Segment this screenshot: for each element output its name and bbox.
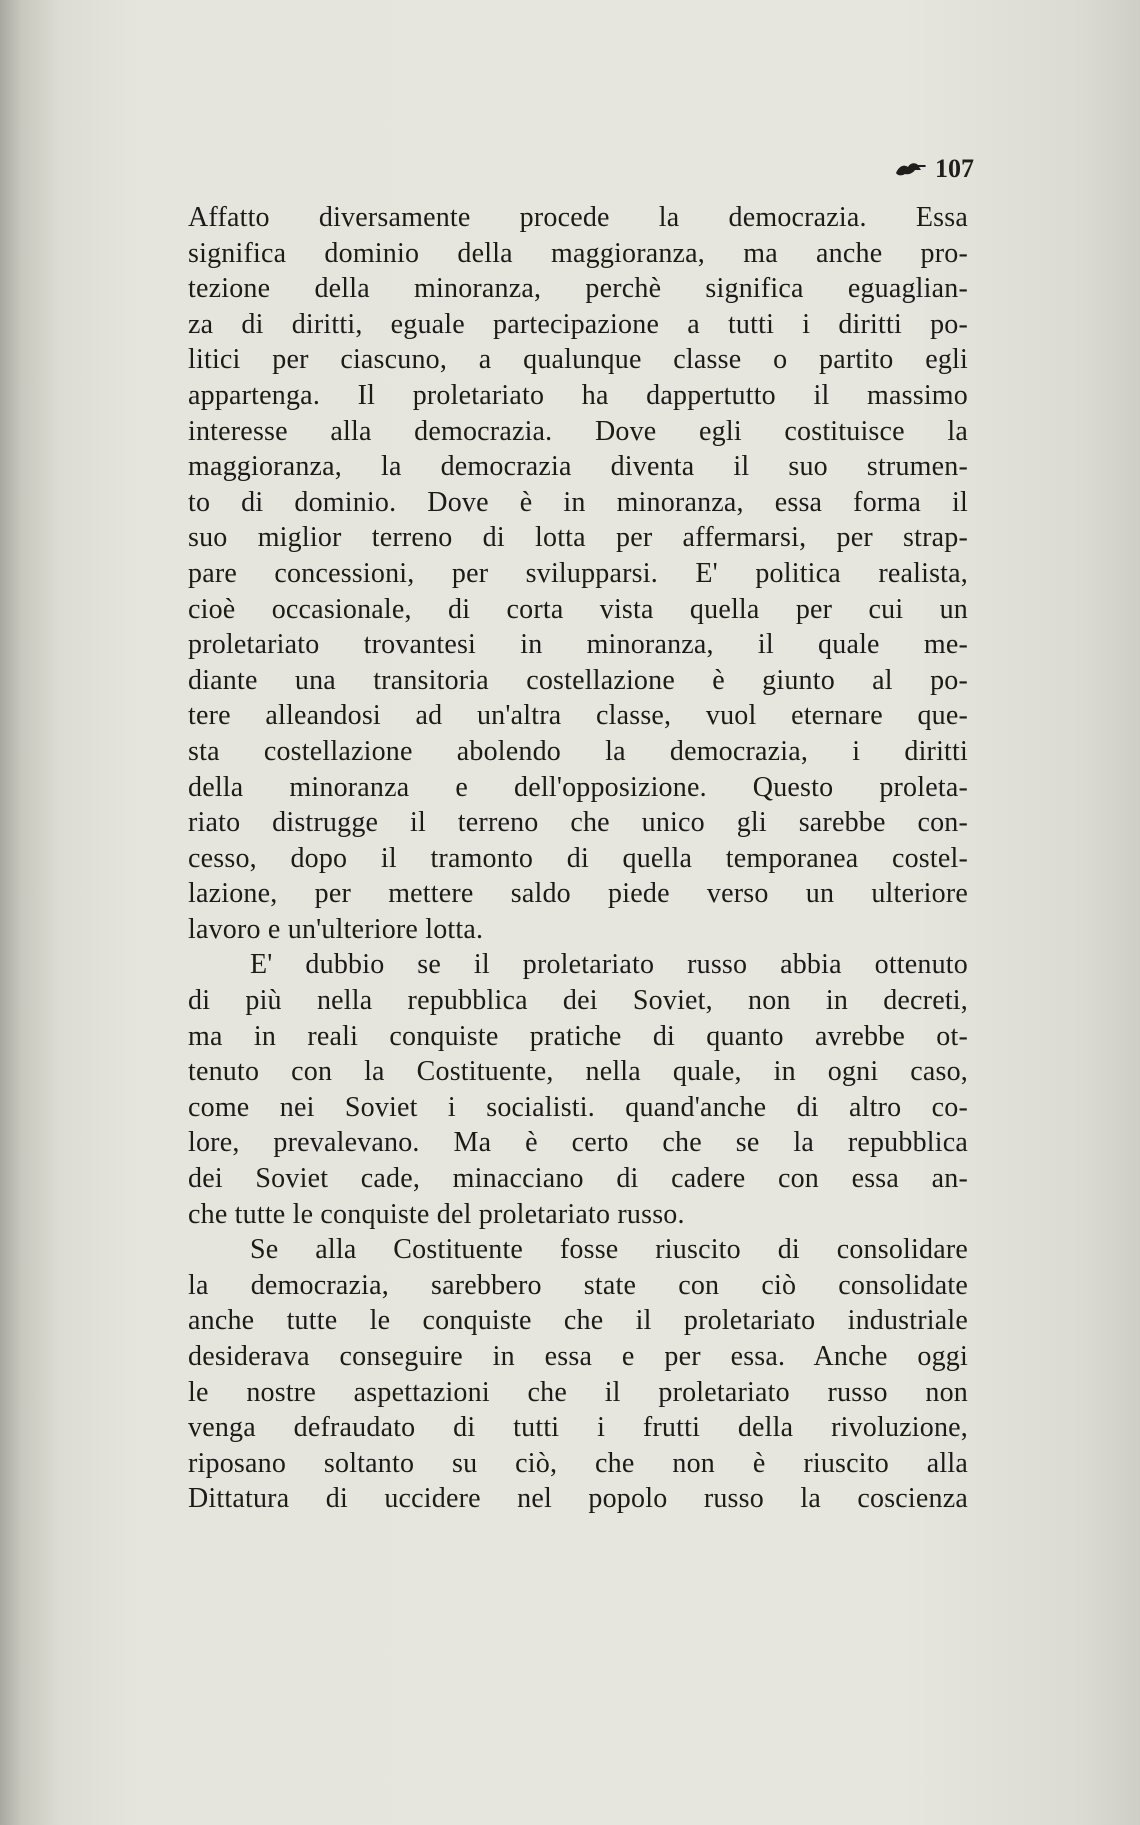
body-text: [188, 200, 968, 1517]
text-line: lavoro e un'ulteriore lotta.: [188, 913, 484, 945]
hand-pointer-ornament-icon: [895, 160, 927, 178]
text-line: di più nella repubblica dei Soviet, non in decreti,: [188, 985, 968, 1017]
text-line: litici per ciascuno, a qualunque classe o partito egli: [188, 344, 968, 376]
text-line: lazione, per mettere saldo piede verso un ulteriore: [188, 878, 968, 910]
text-line: appartenga. Il proletariato ha dappertutto il massimo: [188, 379, 968, 411]
text-line: Dittatura di uccidere nel popolo russo la coscienza: [188, 1483, 968, 1515]
text-line: riposano soltanto su ciò, che non è riuscito alla: [188, 1447, 968, 1479]
text-line: le nostre aspettazioni che il proletariato russo non: [188, 1376, 968, 1408]
text-line: della minoranza e dell'opposizione. Questo proleta-: [188, 771, 968, 803]
text-line: riato distrugge il terreno che unico gli sarebbe con-: [188, 807, 968, 839]
text-line: lore, prevalevano. Ma è certo che se la repubblica: [188, 1127, 968, 1159]
text-line: proletariato trovantesi in minoranza, il quale me-: [188, 629, 968, 661]
text-line: ma in reali conquiste pratiche di quanto avrebbe ot-: [188, 1020, 968, 1052]
text-line: la democrazia, sarebbero state con ciò consolidate: [188, 1269, 968, 1301]
text-line: anche tutte le conquiste che il proletariato industriale: [188, 1305, 968, 1337]
page-header: [895, 154, 974, 184]
text-line: Se alla Costituente fosse riuscito di consolidare: [250, 1234, 968, 1266]
text-line: E' dubbio se il proletariato russo abbia ottenuto: [250, 949, 968, 981]
text-line: cesso, dopo il tramonto di quella temporanea costel-: [188, 842, 968, 874]
text-line: che tutte le conquiste del proletariato russo.: [188, 1198, 685, 1230]
text-line: pare concessioni, per svilupparsi. E' politica realista,: [188, 557, 968, 589]
text-line: dei Soviet cade, minacciano di cadere con essa an-: [188, 1163, 968, 1195]
text-line: Affatto diversamente procede la democrazia. Essa: [188, 202, 968, 233]
text-line: tere alleandosi ad un'altra classe, vuol eternare que-: [188, 700, 968, 732]
text-line: desiderava conseguire in essa e per essa. Anche oggi: [188, 1341, 968, 1372]
page-number: 107: [935, 154, 974, 183]
text-line: suo miglior terreno di lotta per affermarsi, per strap-: [188, 522, 968, 554]
text-line: come nei Soviet i socialisti. quand'anche di altro co-: [188, 1091, 968, 1123]
text-line: za di diritti, eguale partecipazione a tutti i diritti po-: [188, 308, 968, 340]
text-line: cioè occasionale, di corta vista quella per cui un: [188, 593, 968, 625]
text-line: tenuto con la Costituente, nella quale, in ogni caso,: [188, 1056, 968, 1088]
text-line: to di dominio. Dove è in minoranza, essa forma il: [188, 486, 968, 518]
text-line: tezione della minoranza, perchè significa eguaglian-: [188, 273, 968, 305]
text-line: diante una transitoria costellazione è giunto al po-: [188, 664, 968, 696]
text-line: maggioranza, la democrazia diventa il suo strumen-: [188, 451, 968, 483]
text-line: interesse alla democrazia. Dove egli costituisce la: [188, 415, 968, 447]
text-line: sta costellazione abolendo la democrazia, i diritti: [188, 735, 968, 767]
text-line: significa dominio della maggioranza, ma anche pro-: [188, 237, 968, 269]
text-line: venga defraudato di tutti i frutti della rivoluzione,: [188, 1412, 968, 1444]
